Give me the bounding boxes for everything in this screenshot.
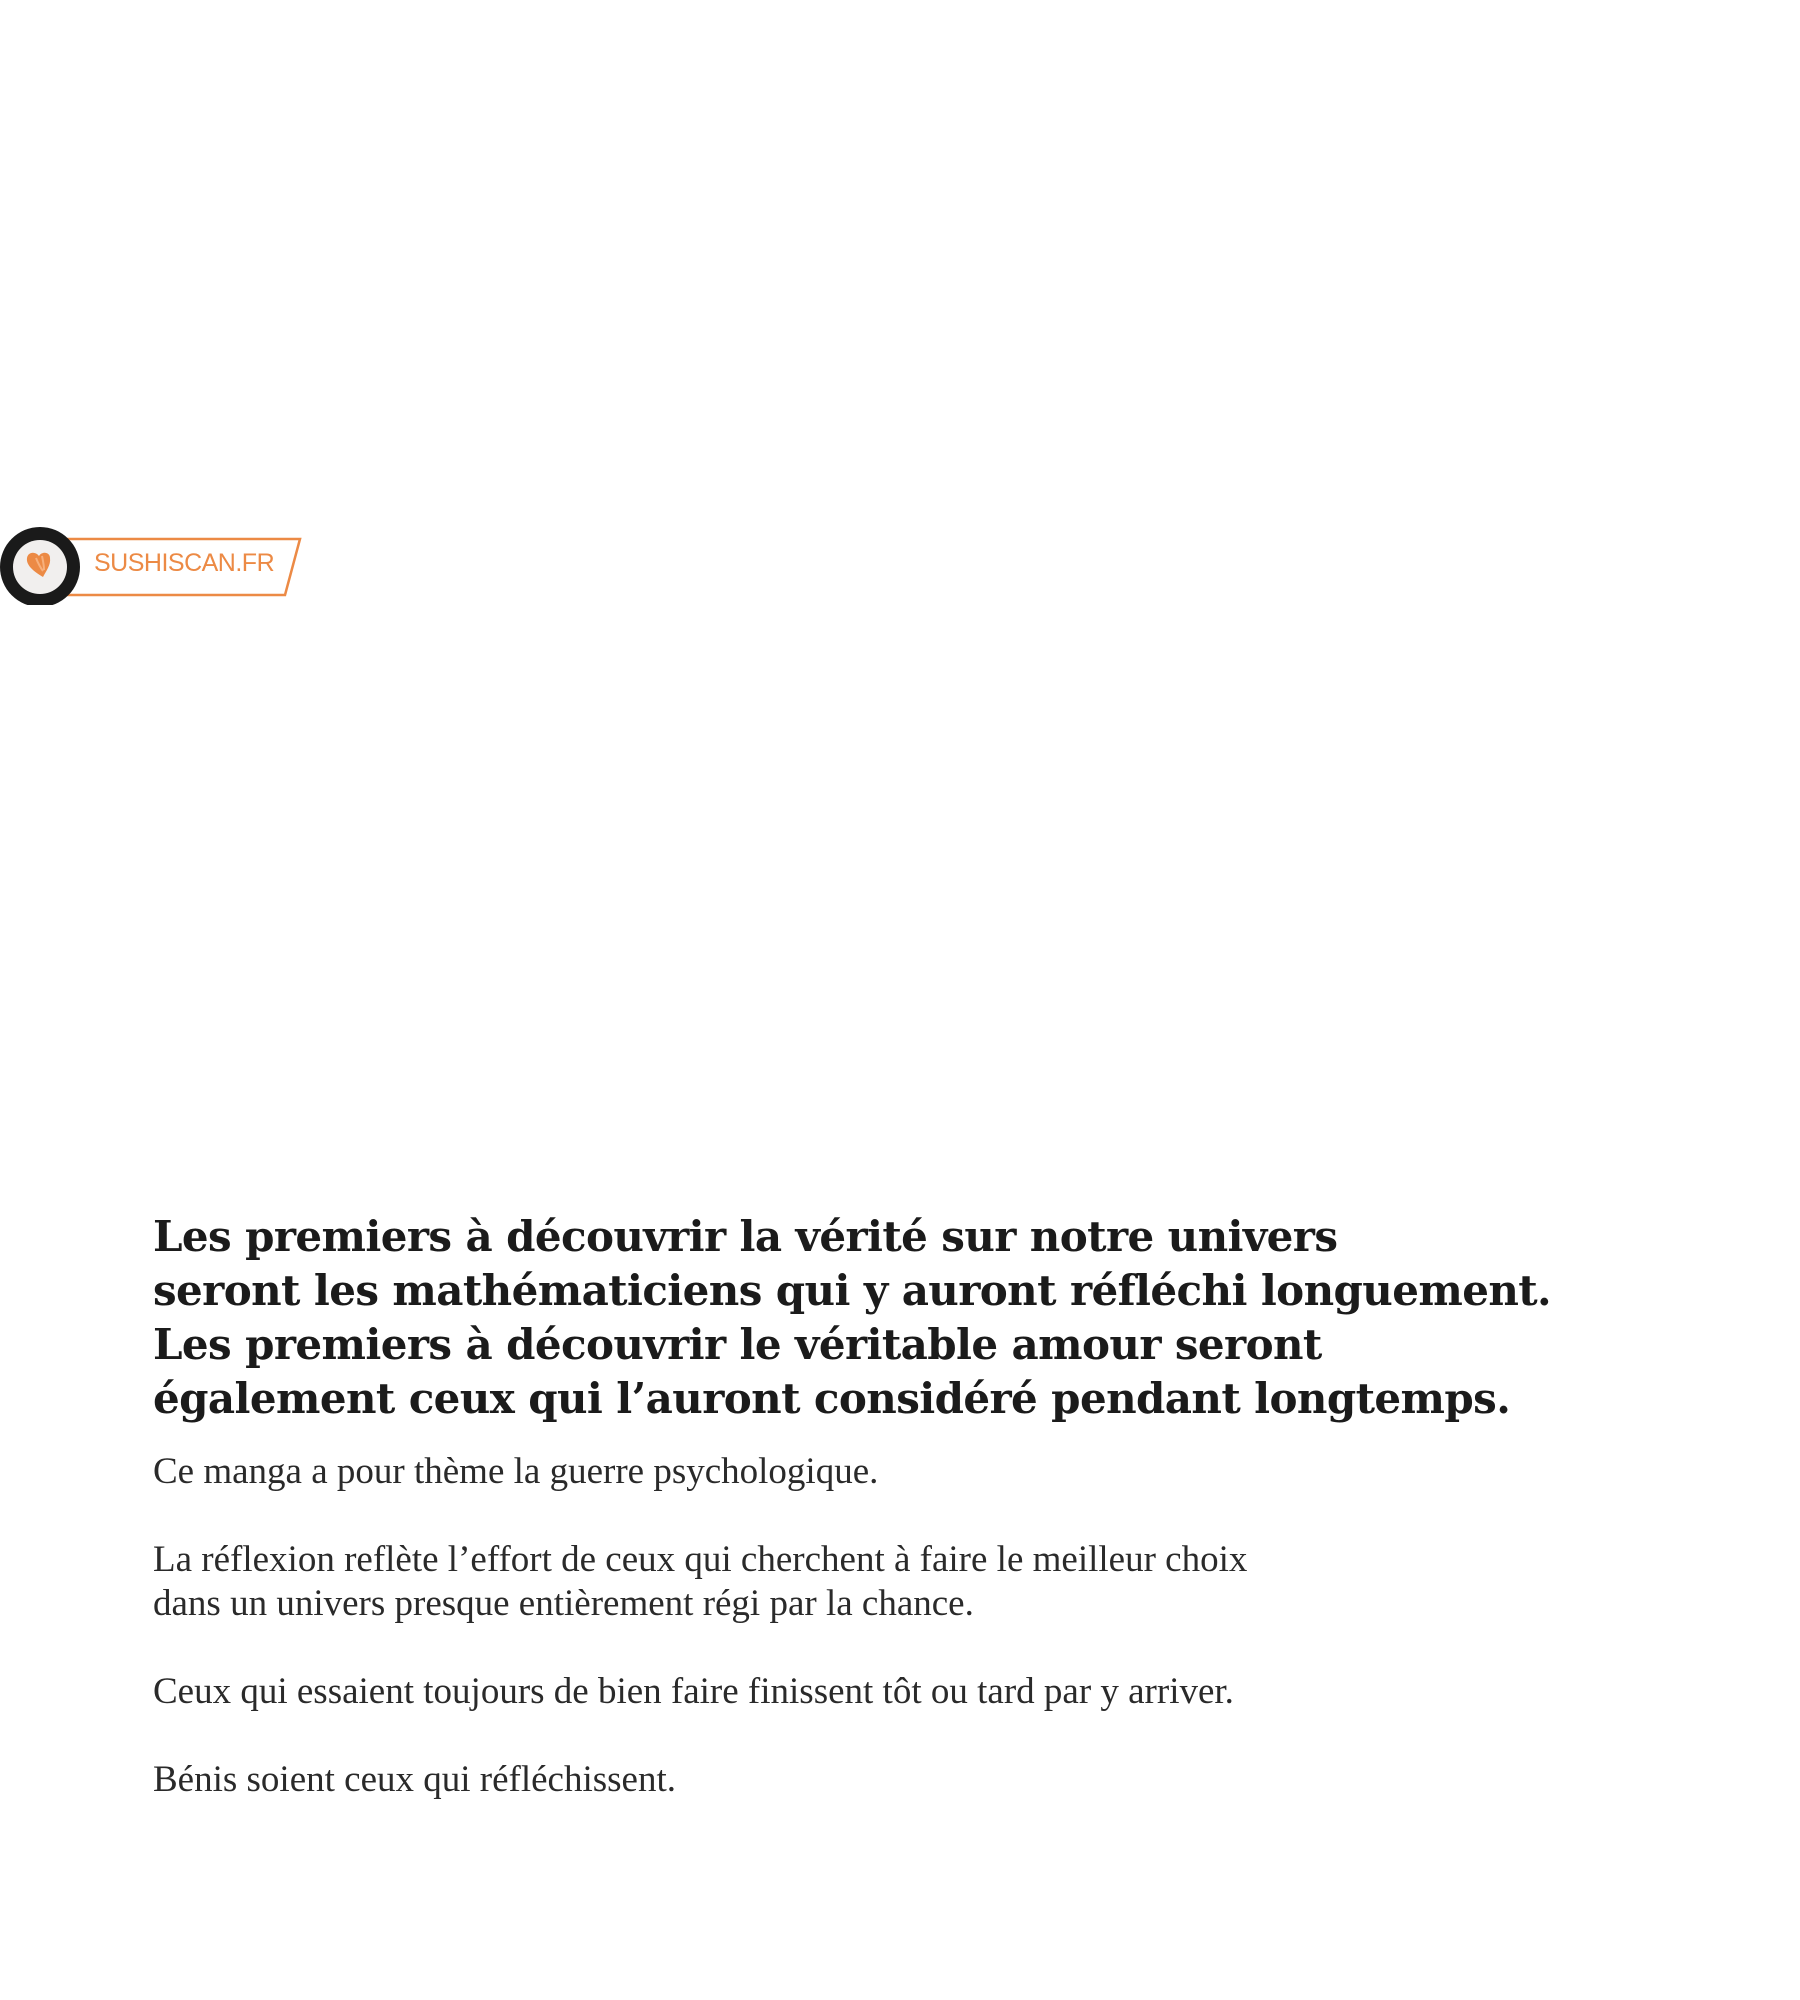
paragraph-blessing (153, 1758, 1653, 1802)
headline-line: Les premiers à découvrir le véritable amour seront (153, 1320, 1322, 1369)
paragraph-line: Ceux qui essaient toujours de bien faire finissent tôt ou tard par y arriver. (153, 1671, 1234, 1712)
headline-line: Les premiers à découvrir la vérité sur notre univers (153, 1212, 1338, 1261)
paragraph-line: Bénis soient ceux qui réfléchissent. (153, 1759, 677, 1800)
watermark-label: SUSHISCAN.FR (94, 549, 275, 577)
watermark-badge (0, 525, 310, 605)
paragraph-reflection (153, 1538, 1653, 1626)
paragraph-line: La réflexion reflète l’effort de ceux qui cherchent à faire le meilleur choix (153, 1539, 1248, 1580)
paragraph-effort (153, 1670, 1653, 1714)
paragraph-theme (153, 1450, 1653, 1494)
headline-line: seront les mathématiciens qui y auront réfléchi longuement. (153, 1266, 1552, 1315)
text-block (153, 1210, 1653, 1802)
headline-line: également ceux qui l’auront considéré pendant longtemps. (153, 1374, 1511, 1423)
paragraph-line: Ce manga a pour thème la guerre psychologique. (153, 1451, 879, 1492)
headline-quote (153, 1210, 1653, 1426)
paragraph-line: dans un univers presque entièrement régi par la chance. (153, 1583, 974, 1624)
